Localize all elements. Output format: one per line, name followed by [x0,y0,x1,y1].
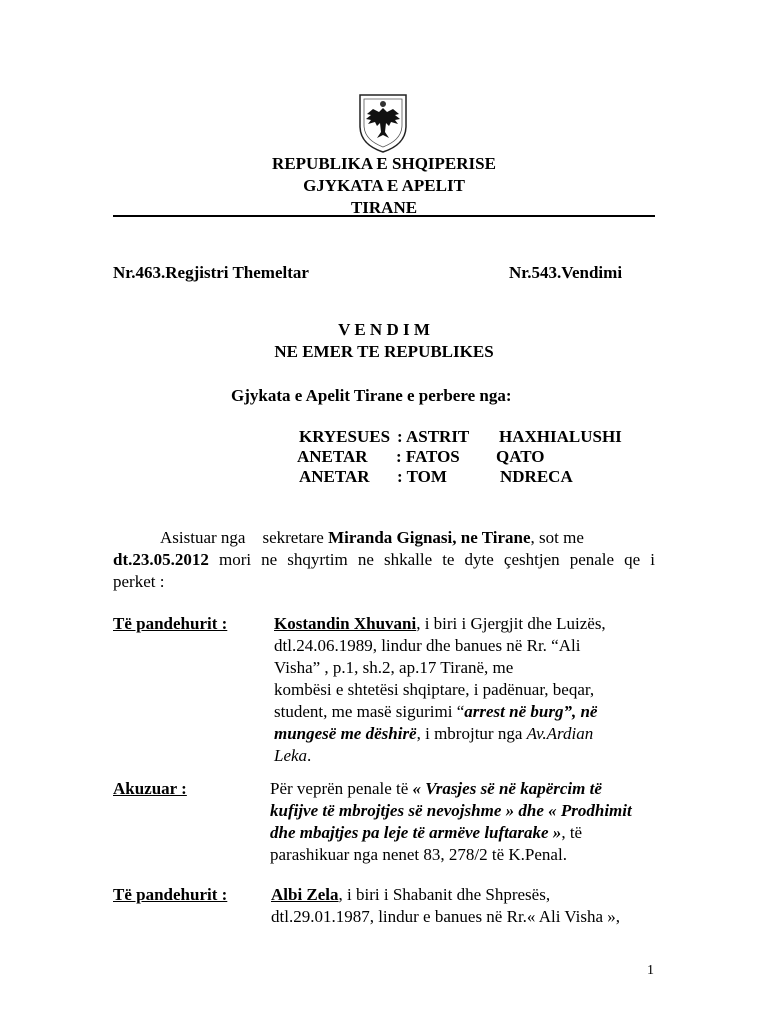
defendant-label: Të pandehurit : [113,885,228,904]
defendant-name: Kostandin Xhuvani [274,614,417,633]
panel-last-name: HAXHIALUSHI [499,427,622,446]
panel-last-name: QATO [496,447,545,466]
header-divider [113,215,655,217]
lawyer-name: Av.Ardian [526,724,594,743]
header-republic: REPUBLIKA E SHQIPERISE [272,154,496,173]
charge-offense: dhe mbajtjes pa leje të armëve luftarake » [270,823,562,842]
charge-text: Për veprën penale të [270,779,413,798]
panel-role: ANETAR [299,467,370,486]
defendant-details [274,613,606,767]
charge-text: , të [561,823,583,842]
defendant-text: , i mbrojtur nga [416,724,527,743]
panel-first-name: : TOM [397,467,447,486]
clerk-name: Miranda Gignasi, ne Tirane [328,528,531,547]
intro-text: , sot me [530,528,584,547]
panel-role: ANETAR [297,447,368,466]
intro-text: mori ne shqyrtim ne shkalle te dyte çeshtjen penale qe i [218,550,655,569]
decision-number: Nr.543.Vendimi [509,263,623,282]
panel-last-name: NDRECA [500,467,573,486]
panel-role: KRYESUES [299,427,391,446]
panel-first-name: : FATOS [396,447,460,466]
charge-text: parashikuar nga nenet 83, 278/2 të K.Penal. [270,845,567,864]
charge-offense: kufijve të mbrojtjes së nevojshme » dhe « Prodhimit [270,801,632,820]
defendant-text: dtl.29.01.1987, lindur e banues në Rr.« Ali Visha », [271,907,621,926]
defendant-name: Albi Zela [271,885,339,904]
hearing-date: dt.23.05.2012 [113,550,209,569]
header-court: GJYKATA E APELIT [303,176,465,195]
header-city: TIRANE [350,198,418,217]
defendant-label: Të pandehurit : [113,614,228,633]
lawyer-name: Leka [274,746,308,765]
defendant-details [271,884,620,928]
charge-label: Akuzuar : [113,779,187,798]
intro-line [160,527,584,549]
defendant-text: , i biri i Shabanit dhe Shpresës, [338,885,551,904]
intro-text: sekretare [262,528,324,547]
intro-line [113,549,655,571]
page-number: 1 [647,963,654,978]
albania-coat-of-arms-icon [357,92,409,154]
register-number: Nr.463.Regjistri Themeltar [113,263,309,282]
defendant-text: Visha” , p.1, sh.2, ap.17 Tiranë, me [274,658,514,677]
intro-line: perket : [113,572,165,591]
defendant-text: kombësi e shtetësi shqiptare, i padënuar, beqar, [274,680,595,699]
defendant-text: student, me masë sigurimi “ [274,702,465,721]
security-measure: mungesë me dëshirë [274,724,417,743]
intro-text: Asistuar nga [160,528,246,547]
defendant-text: . [307,746,312,765]
court-composition: Gjykata e Apelit Tirane e perbere nga: [231,386,512,405]
charge-offense: « Vrasjes së në kapërcim të [412,779,602,798]
decision-title: V E N D I M [338,320,430,339]
defendant-text: , i biri i Gjergjit dhe Luizës, [416,614,606,633]
decision-subtitle: NE EMER TE REPUBLIKES [274,342,494,361]
defendant-text: dtl.24.06.1989, lindur dhe banues në Rr. “Ali [274,636,581,655]
panel-first-name: : ASTRIT [397,427,470,446]
security-measure: arrest në burg”, në [464,702,598,721]
charge-details [270,778,632,866]
